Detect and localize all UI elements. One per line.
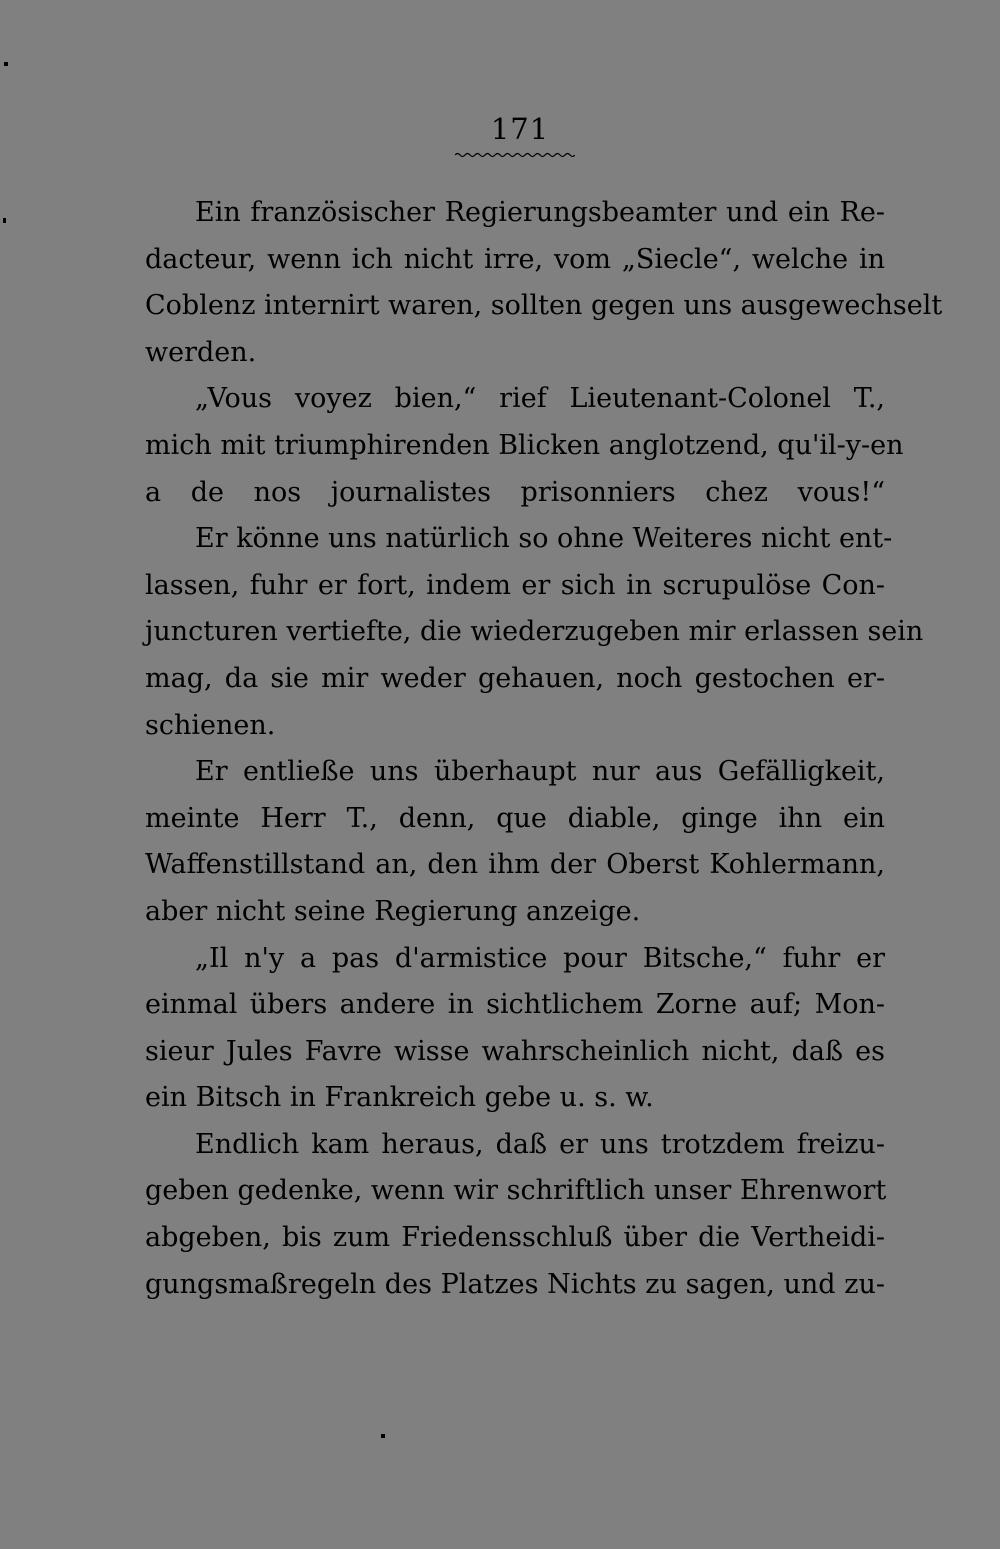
text-line: a de nos journalistes prisonniers chez vous!“ [145, 476, 885, 508]
page-text [145, 190, 943, 1308]
text-line: abgeben, bis zum Friedensschluß über die Vertheidi- [145, 1222, 885, 1254]
text-line: juncturen vertiefte, die wiederzugeben mir erlassen sein [145, 616, 924, 648]
text-line: mag, da sie mir weder gehauen, noch gestochen er- [145, 662, 885, 694]
text-line: Er könne uns natürlich so ohne Weiteres nicht ent- [195, 523, 893, 555]
text-line: mich mit triumphirenden Blicken anglotzend, qu'il-y-en [145, 429, 904, 461]
text-line: Ein französischer Regierungsbeamter und ein Re- [195, 197, 885, 228]
text-line: lassen, fuhr er fort, indem er sich in scrupulöse Con- [145, 569, 885, 601]
text-line: aber nicht seine Regierung anzeige. [145, 895, 641, 927]
decorative-rule [455, 152, 575, 158]
text-line: meinte Herr T., denn, que diable, ginge ihn ein [145, 802, 885, 834]
text-line: „Il n'y a pas d'armistice pour Bitsche,“ fuhr er [195, 942, 885, 974]
text-line: geben gedenke, wenn wir schriftlich unser Ehrenwort [145, 1175, 887, 1207]
text-line: ein Bitsch in Frankreich gebe u. s. w. [145, 1082, 654, 1114]
scan-speck [381, 1434, 385, 1438]
text-line: dacteur, wenn ich nicht irre, vom „Siecle“, welche in [145, 243, 885, 275]
scan-speck [3, 218, 6, 223]
text-line: „Vous voyez bien,“ rief Lieutenant-Colonel T., [195, 383, 885, 415]
text-line: Waffenstillstand an, den ihm der Oberst Kohlermann, [145, 849, 885, 881]
text-line: Endlich kam heraus, daß er uns trotzdem freizu- [195, 1128, 885, 1160]
text-line: Er entließe uns überhaupt nur aus Gefälligkeit, [195, 756, 885, 788]
text-line: Coblenz internirt waren, sollten gegen uns ausgewechselt [145, 290, 943, 322]
page-number: 171 [490, 112, 550, 146]
text-line: werden. [145, 336, 257, 368]
text-line: gungsmaßregeln des Platzes Nichts zu sagen, und zu- [145, 1268, 885, 1300]
scan-speck [4, 62, 8, 66]
text-line: einmal übers andere in sichtlichem Zorne auf; Mon- [145, 989, 885, 1021]
text-line: schienen. [145, 709, 276, 741]
text-line: sieur Jules Favre wisse wahrscheinlich nicht, daß es [145, 1035, 885, 1067]
